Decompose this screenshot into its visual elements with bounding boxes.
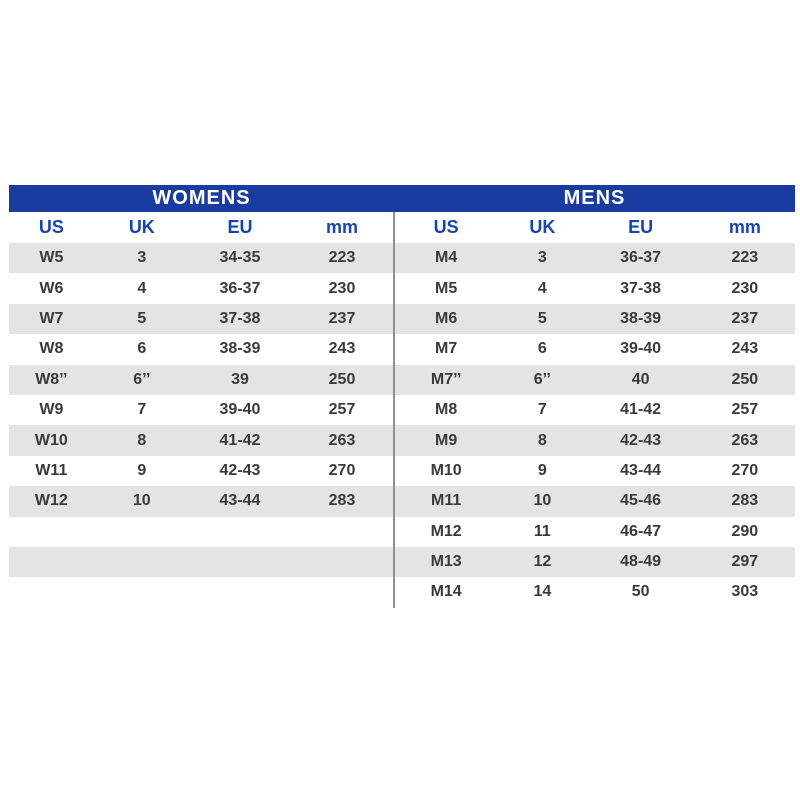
table-cell: W6 [39, 279, 64, 297]
mens-col-us: US [433, 217, 459, 237]
table-row [394, 517, 795, 547]
table-cell [9, 547, 94, 577]
table-cell: 12 [533, 553, 552, 571]
table-cell: 38-39 [620, 309, 662, 327]
table-row [394, 334, 795, 364]
mens-col-uk: UK [529, 217, 556, 237]
table-cell: 297 [731, 553, 759, 571]
table-cell: 39-40 [620, 340, 662, 358]
table-cell: 37-38 [219, 309, 261, 327]
table-cell: 50 [631, 583, 650, 601]
table-cell: M12 [430, 522, 462, 540]
table-row [394, 395, 795, 425]
table-row [394, 304, 795, 334]
table-cell: 8 [137, 431, 147, 449]
table-cell: 9 [537, 461, 547, 479]
mens-rows [394, 243, 795, 608]
table-cell: 39-40 [219, 401, 261, 419]
table-cell: 36-37 [620, 249, 662, 267]
table-divider [393, 212, 395, 608]
table-row [394, 486, 795, 516]
table-row [9, 365, 394, 395]
table-cell: 7 [537, 401, 547, 419]
table-cell [9, 517, 94, 547]
table-cell: 7 [137, 401, 147, 419]
table-cell: 11 [533, 522, 551, 540]
table-cell: 237 [328, 309, 356, 327]
table-cell: M10 [430, 461, 462, 479]
table-cell: 290 [731, 522, 759, 540]
table-cell: 283 [328, 492, 356, 510]
table-row [9, 577, 394, 607]
table-cell: 41-42 [620, 401, 662, 419]
table-cell: 270 [731, 461, 759, 479]
table-cell [190, 547, 290, 577]
table-cell: M8 [435, 401, 458, 419]
table-cell: 6 [137, 340, 147, 358]
table-body [9, 243, 795, 608]
table-cell [190, 577, 290, 607]
table-cell: 4 [137, 279, 147, 297]
table-cell: 45-46 [620, 492, 662, 510]
table-row [394, 365, 795, 395]
table-cell: 38-39 [219, 340, 261, 358]
table-cell [94, 577, 190, 607]
table-cell: 4 [537, 279, 547, 297]
table-cell: W11 [35, 461, 68, 479]
table-row [394, 456, 795, 486]
table-cell: 5 [537, 309, 547, 327]
table-cell: 230 [328, 279, 356, 297]
table-cell: 36-37 [219, 279, 261, 297]
table-row [9, 273, 394, 303]
table-row [9, 304, 394, 334]
table-cell: W8’’ [35, 370, 68, 388]
mens-col-eu: EU [628, 217, 654, 237]
table-cell: 42-43 [219, 461, 261, 479]
table-cell: 46-47 [620, 522, 662, 540]
table-cell: 10 [132, 492, 151, 510]
table-cell: 6’’ [133, 370, 151, 388]
section-title-bar [9, 185, 795, 212]
table-cell [9, 577, 94, 607]
table-cell: W9 [39, 401, 64, 419]
table-cell: 223 [731, 249, 759, 267]
table-cell: 237 [731, 309, 759, 327]
table-cell: 250 [328, 370, 356, 388]
womens-col-uk: UK [128, 217, 155, 237]
table-cell [290, 517, 394, 547]
womens-rows [9, 243, 394, 608]
table-cell: 257 [328, 401, 356, 419]
table-cell: W7 [39, 309, 64, 327]
table-row [394, 273, 795, 303]
womens-section-title: WOMENS [152, 187, 251, 209]
table-cell: M6 [435, 309, 458, 327]
table-row [9, 486, 394, 516]
table-cell [94, 547, 190, 577]
table-cell: 263 [328, 431, 356, 449]
table-cell: 5 [137, 309, 147, 327]
table-row [9, 517, 394, 547]
table-cell: M7’’ [430, 370, 462, 388]
table-cell: 48-49 [620, 553, 662, 571]
table-row [394, 547, 795, 577]
table-row [9, 547, 394, 577]
table-cell: 40 [631, 370, 650, 388]
table-row [394, 425, 795, 455]
table-cell: M7 [435, 340, 458, 358]
table-row [9, 334, 394, 364]
table-cell: 10 [533, 492, 552, 510]
table-row [394, 243, 795, 273]
table-cell: 3 [137, 249, 147, 267]
table-cell: M11 [431, 492, 462, 510]
womens-col-mm: mm [325, 217, 358, 237]
table-cell: 8 [537, 431, 547, 449]
table-cell: 39 [231, 370, 249, 388]
womens-col-us: US [38, 217, 64, 237]
table-cell: 223 [328, 249, 356, 267]
table-cell [190, 517, 290, 547]
table-cell: W10 [34, 431, 68, 449]
table-cell: 250 [731, 370, 759, 388]
table-cell: 3 [537, 249, 547, 267]
table-row [9, 456, 394, 486]
table-row [9, 395, 394, 425]
column-header-row [9, 212, 795, 243]
mens-section-title: MENS [563, 187, 626, 209]
table-cell: 6’’ [533, 370, 551, 388]
table-cell: M13 [430, 553, 462, 571]
womens-column-headers [9, 212, 394, 243]
mens-column-headers [394, 212, 795, 243]
table-cell: 43-44 [620, 461, 662, 479]
table-cell: 283 [731, 492, 759, 510]
table-cell: M5 [435, 279, 458, 297]
table-cell: 14 [533, 583, 552, 601]
table-cell [94, 517, 190, 547]
table-cell: 43-44 [219, 492, 261, 510]
table-cell: 263 [731, 431, 759, 449]
table-cell: 243 [731, 340, 759, 358]
table-cell: W8 [39, 340, 64, 358]
table-cell: 257 [731, 401, 759, 419]
table-row [9, 243, 394, 273]
table-cell: 6 [537, 340, 547, 358]
table-cell: 41-42 [219, 431, 261, 449]
table-cell: 230 [731, 279, 759, 297]
table-cell: M4 [435, 249, 458, 267]
womens-col-eu: EU [227, 217, 253, 237]
table-cell: M14 [430, 583, 462, 601]
table-cell: 303 [731, 583, 759, 601]
table-cell: 270 [328, 461, 356, 479]
table-cell: 243 [328, 340, 356, 358]
table-cell: M9 [435, 431, 458, 449]
table-cell: 37-38 [620, 279, 662, 297]
table-cell: 9 [137, 461, 147, 479]
table-row [394, 577, 795, 607]
mens-col-mm: mm [728, 217, 761, 237]
table-cell: 42-43 [620, 431, 662, 449]
table-cell [290, 577, 394, 607]
table-cell: 34-35 [219, 249, 261, 267]
table-cell: W12 [34, 492, 68, 510]
table-cell: W5 [39, 249, 64, 267]
table-cell [290, 547, 394, 577]
table-row [9, 425, 394, 455]
size-conversion-chart [9, 185, 795, 608]
